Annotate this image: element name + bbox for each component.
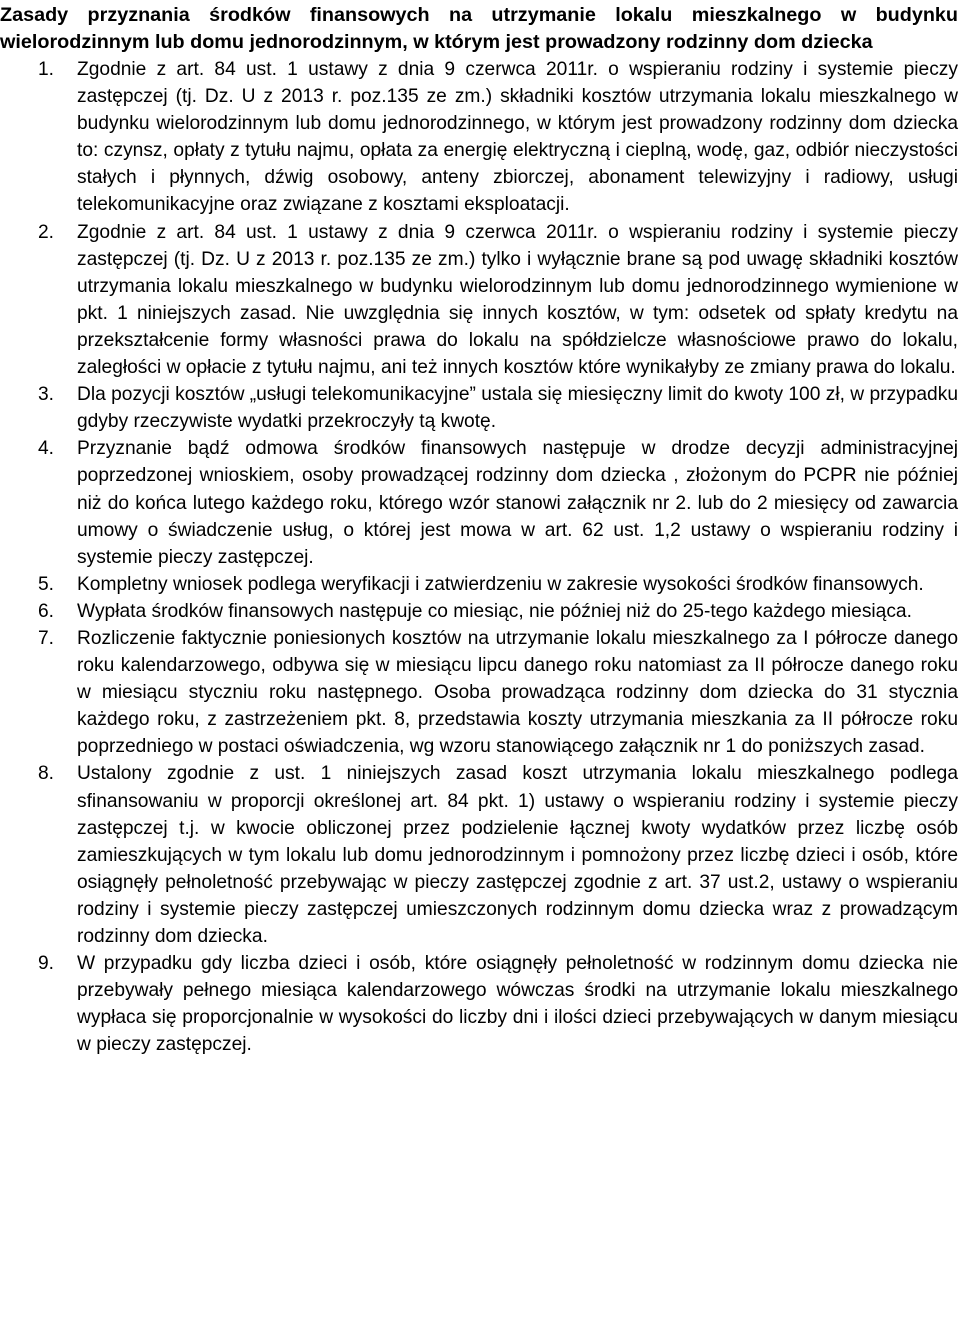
item-number: 3. (38, 384, 55, 406)
item-number: 5. (38, 573, 55, 595)
list-item (0, 760, 960, 950)
item-text: Kompletny wniosek podlega weryfikacji i zatwierdzeniu w zakresie wysokości środków finansowych. (77, 573, 924, 595)
item-text: W przypadku gdy liczba dzieci i osób, które osiągnęły pełnoletność w rodzinnym domu dziecka nie przebywały pełnego miesiąca kalendarzowego wówczas środki na utrzymanie lokalu mieszkalnego wypłaca się proporcjonalnie w wysokości do liczby dni i ilości dzieci przebywających w danym miesiącu w pieczy zastępczej. (77, 953, 958, 1056)
item-number: 9. (38, 953, 55, 975)
item-number: 7. (38, 627, 55, 649)
list-item (0, 571, 960, 598)
item-text: Rozliczenie faktycznie poniesionych kosztów na utrzymanie lokalu mieszkalnego za I półrocze danego roku kalendarzowego, odbywa się w miesiącu lipcu danego roku natomiast za II półrocze danego roku w miesiącu styczniu roku następnego. Osoba prowadząca rodzinny dom dziecka do 31 stycznia każdego roku, z zastrzeżeniem pkt. 8, przedstawia koszty utrzymania mieszkania za II półrocze roku poprzedniego w postaci oświadczenia, wg wzoru stanowiącego załącznik nr 1 do poniższych zasad. (77, 627, 958, 758)
item-text: Przyznanie bądź odmowa środków finansowych następuje w drodze decyzji administracyjnej poprzedzonej wnioskiem, osoby prowadzącej rodzinny dom dziecka , złożonym do PCPR nie później niż do końca lutego każdego roku, którego wzór stanowi załącznik nr 2. lub do 2 miesięcy od zawarcia umowy o świadczenie usług, o której jest mowa w art. 62 ust. 1,2 ustawy o wspieraniu rodziny i systemie pieczy zastępczej. (77, 438, 958, 568)
item-number: 6. (38, 600, 55, 622)
list-item (0, 56, 960, 219)
item-number: 8. (38, 763, 55, 785)
list-item (0, 625, 960, 760)
list-item (0, 435, 960, 570)
item-text: Wypłata środków finansowych następuje co miesiąc, nie później niż do 25-tego każdego miesiąca. (77, 600, 912, 622)
item-text: Zgodnie z art. 84 ust. 1 ustawy z dnia 9 czerwca 2011r. o wspieraniu rodziny i systemie pieczy zastępczej (tj. Dz. U z 2013 r. poz.135 ze zm.) tylko i wyłącznie brane są pod uwagę składniki kosztów utrzymania lokalu mieszkalnego w budynku wielorodzinnym lub domu jednorodzinnego wymienione w pkt. 1 niniejszych zasad. Nie uwzględnia się innych kosztów, w tym: odsetek od spłaty kredytu na przekształcenie formy własności prawa do lokalu na spółdzielcze własnościowe prawo do lokalu, zaległości w opłacie z tytułu najmu, ani też innych kosztów które wynikałyby ze zmiany prawa do lokalu. (77, 221, 958, 379)
list-item (0, 950, 960, 1058)
list-item (0, 381, 960, 435)
item-number: 1. (38, 59, 55, 80)
item-text: Ustalony zgodnie z ust. 1 niniejszych zasad koszt utrzymania lokalu mieszkalnego podlega sfinansowaniu w proporcji określonej art. 84 pkt. 1) ustawy o wspieraniu rodziny i systemie pieczy zastępczej t.j. w kwocie obliczonej przez podzielenie łącznej kwoty wydatków przez liczbę osób zamieszkujących w tym lokalu lub domu jednorodzinnym i pomnożony przez liczbę dzieci i osób, które osiągnęły pełnoletność przebywając w pieczy zastępczej zgodnie z art. 37 ust.2, ustawy o wspieraniu rodziny i systemie pieczy zastępczej umieszczonych rodzinnym domu dziecka wraz z prowadzącym rodzinny dom dziecka. (77, 763, 958, 947)
item-text: Zgodnie z art. 84 ust. 1 ustawy z dnia 9 czerwca 2011r. o wspieraniu rodziny i systemie pieczy zastępczej (tj. Dz. U z 2013 r. poz.135 ze zm.) składniki kosztów utrzymania lokalu mieszkalnego w budynku wielorodzinnym lub domu jednorodzinnego, w którym jest prowadzony rodzinny dom dziecka to: czynsz, opłaty z tytułu najmu, opłata za energię elektryczną i cieplną, wodę, gaz, odbiór nieczystości stałych i płynnych, dźwig osobowy, anteny zbiorczej, abonament telewizyjny i radiowy, usługi telekomunikacyjne oraz związane z kosztami eksploatacji. (77, 59, 958, 216)
list-item (0, 598, 960, 625)
item-text: Dla pozycji kosztów „usługi telekomunikacyjne” ustala się miesięczny limit do kwoty 100 zł, w przypadku gdyby rzeczywiste wydatki przekroczyły tą kwotę. (77, 384, 958, 433)
document-title: Zasady przyznania środków finansowych na utrzymanie lokalu mieszkalnego w budynku wielorodzinnym lub domu jednorodzinnym, w którym jest prowadzony rodzinny dom dziecka (0, 4, 958, 53)
item-number: 4. (38, 438, 55, 460)
rules-list (0, 56, 960, 1058)
list-item (0, 219, 960, 382)
item-number: 2. (38, 221, 55, 243)
